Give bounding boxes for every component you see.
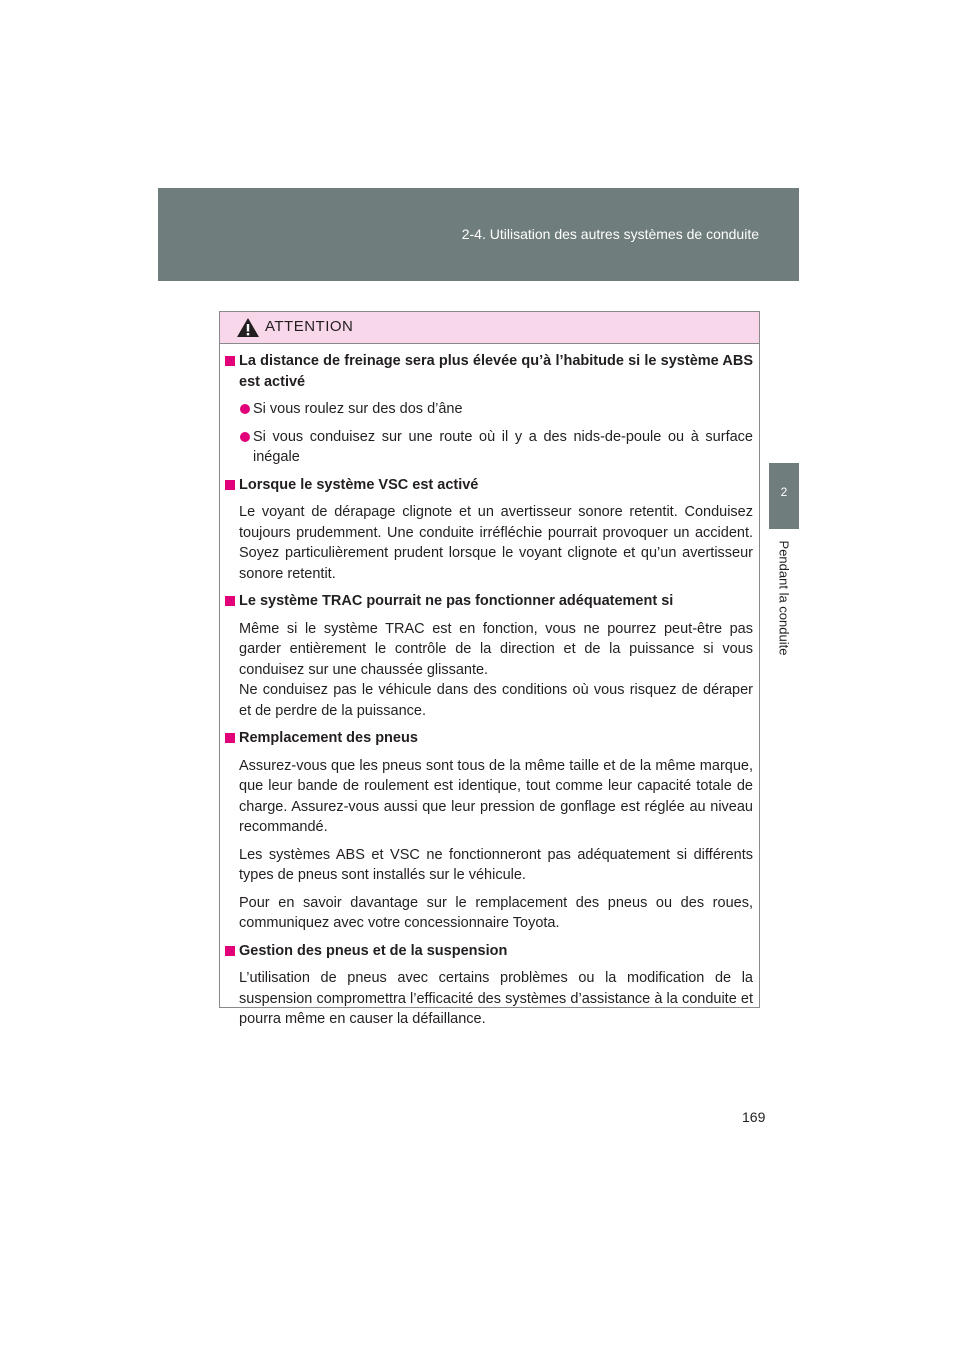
chapter-label: Pendant la conduite xyxy=(776,540,792,656)
square-bullet-icon xyxy=(225,733,235,743)
paragraph: Même si le système TRAC est en fonction, vous ne pourrez peut-être pas garder entièrement le contrôle de la direction et de la puissance si vous conduisez sur une chaussée glissante. xyxy=(239,620,753,678)
list-item-text: Si vous conduisez sur une route où il y a des nids-de-poule ou à surface inégale xyxy=(253,428,753,465)
list-item-text: Si vous roulez sur des dos d’âne xyxy=(253,401,463,417)
caution-box xyxy=(219,311,760,1027)
section-heading: Gestion des pneus et de la suspension xyxy=(239,942,508,959)
section-tires xyxy=(220,728,753,749)
list-item xyxy=(237,427,753,468)
caution-body xyxy=(220,344,759,1030)
section-abs xyxy=(220,351,753,392)
section-heading: Remplacement des pneus xyxy=(239,730,418,746)
section-suspension xyxy=(220,941,753,962)
paragraph: Pour en savoir davantage sur le remplacement des pneus ou des roues, communiquez avec votre concessionnaire Toyota. xyxy=(239,894,753,931)
circle-bullet-icon xyxy=(240,432,250,442)
circle-bullet-icon xyxy=(240,404,250,414)
section-vsc xyxy=(220,475,753,496)
square-bullet-icon xyxy=(225,480,235,490)
paragraph: Le voyant de dérapage clignote et un avertisseur sonore retentit. Conduisez toujours prudemment. Une conduite irréfléchie pourrait provoquer un accident. Soyez particulièrement prudent lorsque le voyant clignote et qu’un avertisseur sonore retentit. xyxy=(239,504,753,582)
section-heading: Le système TRAC pourrait ne pas fonctionner adéquatement si xyxy=(239,593,674,609)
square-bullet-icon xyxy=(225,356,235,366)
header-band xyxy=(158,188,799,281)
warning-triangle-icon xyxy=(236,317,260,338)
section-trac xyxy=(220,591,753,612)
paragraph: Les systèmes ABS et VSC ne fonctionneront pas adéquatement si différents types de pneus sont installés sur le véhicule. xyxy=(239,846,753,883)
square-bullet-icon xyxy=(225,946,235,956)
caution-label: ATTENTION xyxy=(265,318,354,335)
square-bullet-icon xyxy=(225,596,235,606)
caution-header xyxy=(220,312,759,344)
paragraph: L’utilisation de pneus avec certains problèmes ou la modification de la suspension compromettra l’efficacité des systèmes d’assistance à la conduite et pourra même en causer la défaillance. xyxy=(239,970,753,1027)
list-item xyxy=(237,399,753,420)
paragraph: Assurez-vous que les pneus sont tous de la même taille et de la même marque, que leur bande de roulement est identique, tout comme leur capacité totale de charge. Assurez-vous aussi que leur pression de gonflage est réglée au niveau recommandé. xyxy=(239,757,753,835)
section-heading: Lorsque le système VSC est activé xyxy=(239,476,479,493)
chapter-tab xyxy=(769,463,799,529)
page-number: 169 xyxy=(742,1109,766,1125)
chapter-number: 2 xyxy=(780,485,788,499)
section-heading: La distance de freinage sera plus élevée qu’à l’habitude si le système ABS est activé xyxy=(239,353,753,390)
section-title: 2-4. Utilisation des autres systèmes de conduite xyxy=(461,226,759,242)
paragraph: Ne conduisez pas le véhicule dans des conditions où vous risquez de déraper et de perdre de la puissance. xyxy=(239,682,753,719)
